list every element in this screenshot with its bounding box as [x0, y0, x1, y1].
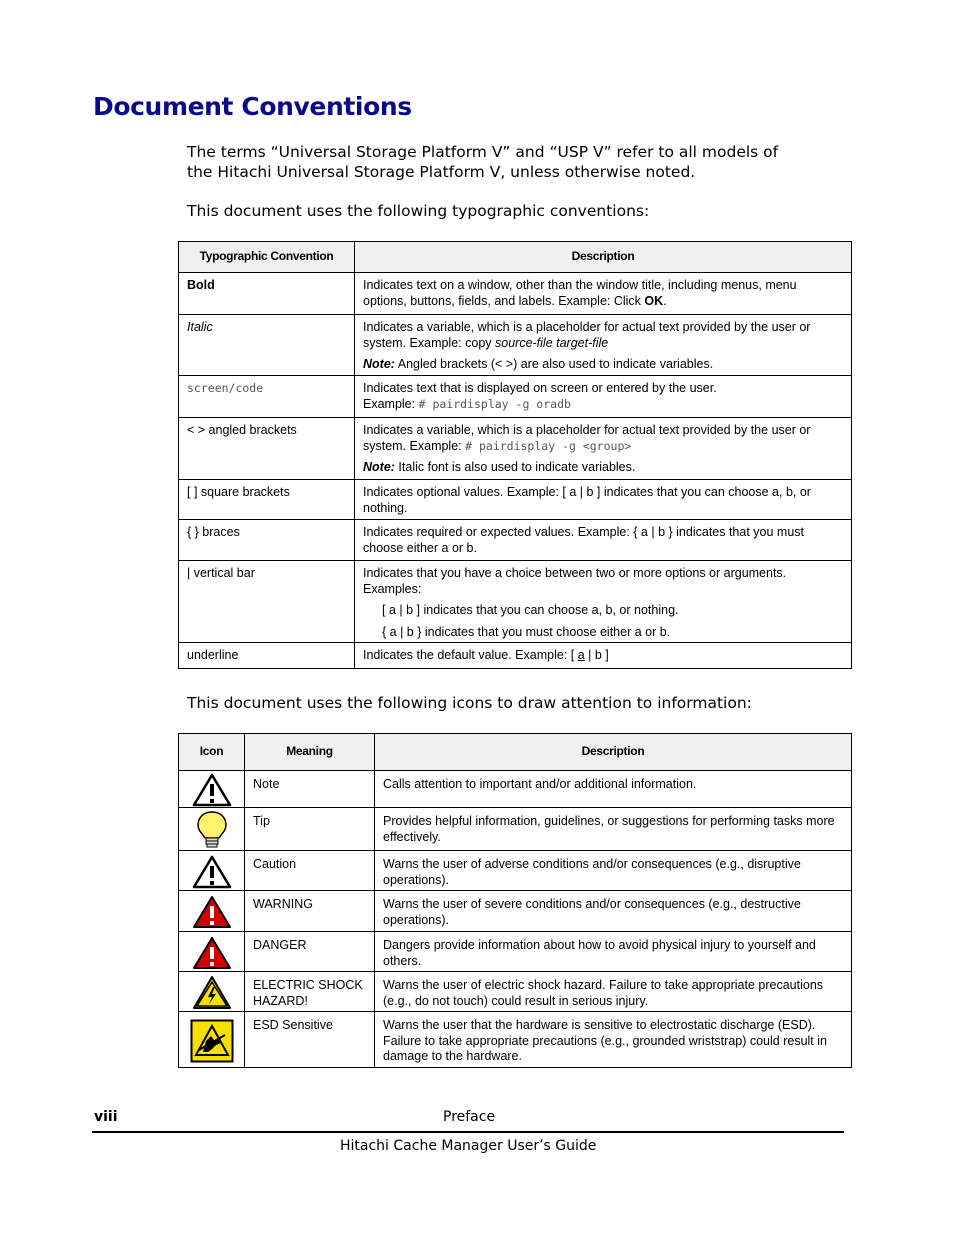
typographic-conventions-table [178, 241, 852, 669]
table-header-row [179, 242, 852, 273]
description-text: Indicates a variable, which is a placeholder for actual text provided by the user or system. Example: copy [363, 320, 811, 350]
example-line: [ a | b ] indicates that you can choose a, b, or nothing. [382, 603, 679, 617]
convention-cell: [ ] square brackets [179, 480, 355, 520]
description-cell [355, 561, 852, 643]
code-example: # pairdisplay -g oradb [418, 396, 571, 411]
page-title: Document Conventions [93, 92, 412, 121]
intro-line-2: the Hitachi Universal Storage Platform V, unless otherwise noted. [187, 163, 696, 181]
table-row [179, 808, 852, 851]
description-cell: Indicates required or expected values. Example: { a | b } indicates that you must choose either a or b. [355, 520, 852, 561]
convention-cell: | vertical bar [179, 561, 355, 643]
table-row [179, 643, 852, 669]
meaning-cell: Note [245, 771, 375, 808]
icon-cell [179, 808, 245, 851]
table-header-row [179, 734, 852, 771]
code-example: # pairdisplay -g <group> [465, 438, 632, 453]
description-cell: Dangers provide information about how to avoid physical injury to yourself and others. [375, 932, 852, 972]
table-row [179, 376, 852, 418]
description-text: | b ] [584, 648, 609, 662]
footer-guide-title: Hitachi Cache Manager User’s Guide [340, 1138, 597, 1154]
note-label: Note: [363, 357, 395, 371]
description-cell: Warns the user that the hardware is sensitive to electrostatic discharge (ESD). Failure to take appropriate precautions (e.g., grounded wriststrap) could result in damage to the hardware. [375, 1012, 852, 1068]
table-row [179, 418, 852, 480]
description-cell: Provides helpful information, guidelines, or suggestions for performing tasks more effectively. [375, 808, 852, 851]
note-text: Angled brackets (< >) are also used to indicate variables. [394, 357, 714, 371]
icon-cell [179, 972, 245, 1012]
description-cell: Warns the user of electric shock hazard. Failure to take appropriate precautions (e.g., do not touch) could result in serious injury. [375, 972, 852, 1012]
column-header-meaning: Meaning [245, 734, 375, 771]
description-cell [355, 315, 852, 376]
convention-italic: Italic [187, 320, 213, 334]
note-line [363, 357, 843, 373]
table-row [179, 972, 852, 1012]
table-row [179, 891, 852, 932]
intro-line-1: The terms “Universal Storage Platform V” and “USP V” refer to all models of [187, 143, 779, 161]
footer-section-name: Preface [443, 1109, 496, 1125]
note-label: Note: [363, 460, 395, 474]
icon-cell [179, 932, 245, 972]
convention-cell [179, 273, 355, 315]
caution-icon [192, 855, 232, 889]
description-cell [355, 418, 852, 480]
icons-intro: This document uses the following icons to draw attention to information: [187, 694, 752, 712]
esd-icon [190, 1019, 234, 1063]
convention-screen-code: screen/code [187, 381, 264, 395]
description-cell: Warns the user of severe conditions and/or consequences (e.g., destructive operations). [375, 891, 852, 932]
table-row [179, 520, 852, 561]
electric-shock-icon [192, 975, 232, 1011]
table-row [179, 1012, 852, 1068]
tip-icon [195, 810, 229, 850]
warning-icon [192, 895, 232, 929]
convention-cell: { } braces [179, 520, 355, 561]
description-cell [355, 376, 852, 418]
description-text: . [663, 293, 667, 308]
meaning-cell: Tip [245, 808, 375, 851]
meaning-cell: WARNING [245, 891, 375, 932]
column-header-description: Description [375, 734, 852, 771]
icon-cell [179, 1012, 245, 1068]
table-row [179, 315, 852, 376]
meaning-cell: Caution [245, 851, 375, 891]
meaning-cell: DANGER [245, 932, 375, 972]
description-text: Indicates text on a window, other than the window title, including menus, menu options, buttons, fields, and labels. Example: Click [363, 278, 797, 308]
table-row [179, 273, 852, 315]
underlined-value: a [577, 648, 585, 662]
italic-example: source-file target-file [495, 335, 609, 350]
note-line [363, 460, 843, 476]
description-cell: Calls attention to important and/or additional information. [375, 771, 852, 808]
meaning-cell: ESD Sensitive [245, 1012, 375, 1068]
icon-cell [179, 771, 245, 808]
footer-divider [92, 1131, 844, 1133]
note-icon [192, 773, 232, 807]
icons-table [178, 733, 852, 1068]
convention-cell [179, 315, 355, 376]
table-row [179, 480, 852, 520]
example-line: { a | b } indicates that you must choose either a or b. [382, 624, 671, 639]
description-text: Indicates a variable, which is a placeholder for actual text provided by the user or system. Example: [363, 423, 811, 453]
table-row [179, 851, 852, 891]
description-text: Indicates text that is displayed on screen or entered by the user. [363, 381, 717, 395]
column-header-convention: Typographic Convention [179, 242, 355, 273]
column-header-description: Description [355, 242, 852, 273]
table-row [179, 771, 852, 808]
convention-cell [179, 376, 355, 418]
description-cell [355, 273, 852, 315]
example-label: Example: [363, 396, 419, 411]
column-header-icon: Icon [179, 734, 245, 771]
convention-cell: < > angled brackets [179, 418, 355, 480]
icon-cell [179, 851, 245, 891]
meaning-cell: ELECTRIC SHOCK HAZARD! [245, 972, 375, 1012]
description-cell: Warns the user of adverse conditions and/or consequences (e.g., disruptive operations). [375, 851, 852, 891]
description-text: Indicates that you have a choice between two or more options or arguments. Examples: [363, 566, 787, 596]
convention-cell: underline [179, 643, 355, 669]
typographic-intro: This document uses the following typographic conventions: [187, 202, 650, 220]
description-cell: Indicates optional values. Example: [ a | b ] indicates that you can choose a, b, or nothing. [355, 480, 852, 520]
convention-bold: Bold [187, 278, 215, 292]
danger-icon [192, 936, 232, 970]
table-row [179, 561, 852, 643]
note-text: Italic font is also used to indicate variables. [394, 460, 636, 474]
table-row [179, 932, 852, 972]
ok-label: OK [644, 293, 664, 308]
intro-paragraph [187, 142, 847, 182]
description-text: Indicates the default value. Example: [ [363, 648, 578, 662]
icon-cell [179, 891, 245, 932]
description-cell [355, 643, 852, 669]
page-number: viii [94, 1109, 118, 1125]
